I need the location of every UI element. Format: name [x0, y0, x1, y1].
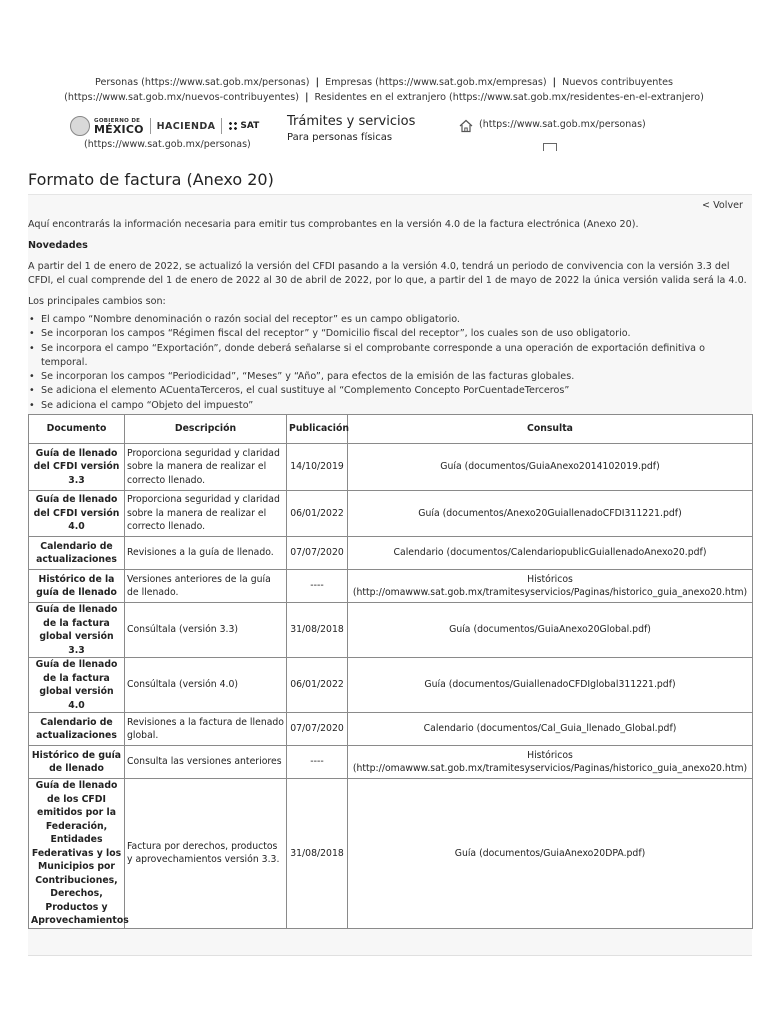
table-row [29, 491, 753, 537]
list-item: • Se incorporan los campos “Periodicidad”, “Meses” y “Año”, para efectos de la emisión de las facturas globales. [28, 370, 752, 384]
nav-separator: | [315, 77, 320, 88]
nav-link-residentes[interactable]: Residentes en el extranjero (https://www.sat.gob.mx/residentes-en-el-extranjero) [314, 92, 704, 103]
header-consulta: Consulta [348, 415, 753, 444]
cell-consulta-link[interactable]: Históricos (http://omawww.sat.gob.mx/tramitesyservicios/Paginas/historico_guia_anexo20.htm) [348, 570, 753, 603]
table-row [29, 658, 753, 713]
table-row [29, 746, 753, 779]
cell-descripcion: Proporciona seguridad y claridad sobre la manera de realizar el correcto llenado. [125, 444, 287, 491]
logo-divider [221, 118, 222, 134]
cell-consulta-link[interactable]: Guía (documentos/GuiaAnexo20DPA.pdf) [348, 779, 753, 929]
home-icon[interactable] [459, 119, 473, 133]
cell-consulta-link[interactable]: Guía (documentos/Anexo20GuiallenadoCFDI311221.pdf) [348, 491, 753, 537]
novedades-heading: Novedades [28, 240, 88, 251]
tramites-title: Trámites y servicios [287, 114, 416, 129]
cell-publicacion: 31/08/2018 [287, 603, 348, 658]
cell-documento: Calendario de actualizaciones [29, 537, 125, 570]
cell-descripcion: Revisiones a la guía de llenado. [125, 537, 287, 570]
cell-descripcion: Consulta las versiones anteriores [125, 746, 287, 779]
content-bottom-divider [28, 955, 752, 956]
gobierno-logo[interactable] [70, 113, 259, 139]
novedades-paragraph: A partir del 1 de enero de 2022, se actualizó la versión del CFDI pasando a la versión 4.0, tendrá un periodo de convivencia con la versión 3.3 del CFDI, el cual comprende del 1 de enero de 2022 al 30 de abril de 2022, por lo que, a partir del 1 de mayo de 2022 la única versión valida será la 4.0. [28, 261, 747, 286]
cell-publicacion: ---- [287, 570, 348, 603]
hacienda-text: HACIENDA [156, 120, 216, 132]
list-item: • Se adiciona el campo “Objeto del impuesto” [28, 399, 752, 413]
cell-documento: Calendario de actualizaciones [29, 713, 125, 746]
logo-link-text[interactable]: (https://www.sat.gob.mx/personas) [84, 139, 251, 150]
cell-descripcion: Revisiones a la factura de llenado global. [125, 713, 287, 746]
header-publicacion: Publicación [287, 415, 348, 444]
list-item: • Se adiciona el elemento ACuentaTerceros, el cual sustituye al “Complemento Concepto PorCuentadeTerceros” [28, 384, 752, 398]
cell-documento: Guía de llenado del CFDI versión 3.3 [29, 444, 125, 491]
table-header-row [29, 415, 753, 444]
table-row [29, 444, 753, 491]
page-title: Formato de factura (Anexo 20) [28, 170, 274, 189]
cell-descripcion: Factura por derechos, productos y aprovechamientos versión 3.3. [125, 779, 287, 929]
gobierno-mexico-wordmark [94, 118, 144, 135]
cell-documento: Guía de llenado del CFDI versión 4.0 [29, 491, 125, 537]
cell-publicacion: 07/07/2020 [287, 713, 348, 746]
cell-publicacion: 31/08/2018 [287, 779, 348, 929]
sat-dots-icon [228, 121, 238, 131]
changes-list [28, 313, 752, 413]
top-nav-line-2 [0, 90, 768, 105]
content-area [28, 195, 752, 955]
documents-table [28, 414, 753, 929]
cell-publicacion: ---- [287, 746, 348, 779]
coat-of-arms-icon [70, 116, 90, 136]
cell-consulta-link[interactable]: Históricos (http://omawww.sat.gob.mx/tramitesyservicios/Paginas/historico_guia_anexo20.htm) [348, 746, 753, 779]
home-link-text[interactable]: (https://www.sat.gob.mx/personas) [479, 119, 646, 130]
list-item: • Se incorporan los campos “Régimen fiscal del receptor” y “Domicilio fiscal del receptor”, los cuales son de uso obligatorio. [28, 327, 752, 341]
broken-image-icon [543, 143, 557, 151]
nav-separator: | [552, 77, 557, 88]
cell-publicacion: 07/07/2020 [287, 537, 348, 570]
cell-publicacion: 14/10/2019 [287, 444, 348, 491]
cell-documento: Guía de llenado de la factura global versión 4.0 [29, 658, 125, 713]
list-item: • El campo “Nombre denominación o razón social del receptor” es un campo obligatorio. [28, 313, 752, 327]
top-nav-line-1 [0, 75, 768, 90]
nav-link-empresas[interactable]: Empresas (https://www.sat.gob.mx/empresas) [325, 77, 547, 88]
cell-documento: Guía de llenado de los CFDI emitidos por la Federación, Entidades Federativas y los Municipios por Contribuciones, Derechos, Productos y Aprovechamientos [29, 779, 125, 929]
nav-link-personas[interactable]: Personas (https://www.sat.gob.mx/personas) [95, 77, 310, 88]
table-row [29, 537, 753, 570]
cell-descripcion: Proporciona seguridad y claridad sobre la manera de realizar el correcto llenado. [125, 491, 287, 537]
cell-consulta-link[interactable]: Guía (documentos/GuiaAnexo2014102019.pdf) [348, 444, 753, 491]
cell-documento: Histórico de la guía de llenado [29, 570, 125, 603]
mexico-text: MÉXICO [94, 122, 144, 136]
volver-link[interactable]: < Volver [702, 200, 743, 211]
nav-link-nuevos-contribuyentes-url[interactable]: (https://www.sat.gob.mx/nuevos-contribuyentes) [64, 92, 299, 103]
header-documento: Documento [29, 415, 125, 444]
nav-separator: | [304, 92, 309, 103]
table-row [29, 713, 753, 746]
cell-consulta-link[interactable]: Calendario (documentos/Cal_Guia_llenado_Global.pdf) [348, 713, 753, 746]
header-descripcion: Descripción [125, 415, 287, 444]
cell-consulta-link[interactable]: Guía (documentos/GuiaAnexo20Global.pdf) [348, 603, 753, 658]
table-row [29, 779, 753, 929]
gobierno-de-text: GOBIERNO DE [94, 117, 141, 124]
table-row [29, 603, 753, 658]
cell-consulta-link[interactable]: Calendario (documentos/CalendariopublicGuiallenadoAnexo20.pdf) [348, 537, 753, 570]
intro-text: Aquí encontrarás la información necesaria para emitir tus comprobantes en la versión 4.0 de la factura electrónica (Anexo 20). [28, 219, 639, 230]
cell-consulta-link[interactable]: Guía (documentos/GuiallenadoCFDIglobal311221.pdf) [348, 658, 753, 713]
cell-publicacion: 06/01/2022 [287, 658, 348, 713]
logo-divider [150, 118, 151, 134]
cell-documento: Histórico de guía de llenado [29, 746, 125, 779]
cell-publicacion: 06/01/2022 [287, 491, 348, 537]
cambios-intro: Los principales cambios son: [28, 296, 166, 307]
nav-link-nuevos-contribuyentes[interactable]: Nuevos contribuyentes [562, 77, 673, 88]
cell-descripcion: Consúltala (versión 4.0) [125, 658, 287, 713]
cell-descripcion: Versiones anteriores de la guía de llenado. [125, 570, 287, 603]
cell-descripcion: Consúltala (versión 3.3) [125, 603, 287, 658]
sat-text: SAT [240, 121, 260, 131]
table-row [29, 570, 753, 603]
sat-logo [228, 121, 259, 131]
cell-documento: Guía de llenado de la factura global versión 3.3 [29, 603, 125, 658]
list-item: • Se incorpora el campo “Exportación”, donde deberá señalarse si el comprobante corresponde a una operación de exportación definitiva o temporal. [28, 342, 752, 371]
tramites-subtitle: Para personas físicas [287, 132, 393, 143]
